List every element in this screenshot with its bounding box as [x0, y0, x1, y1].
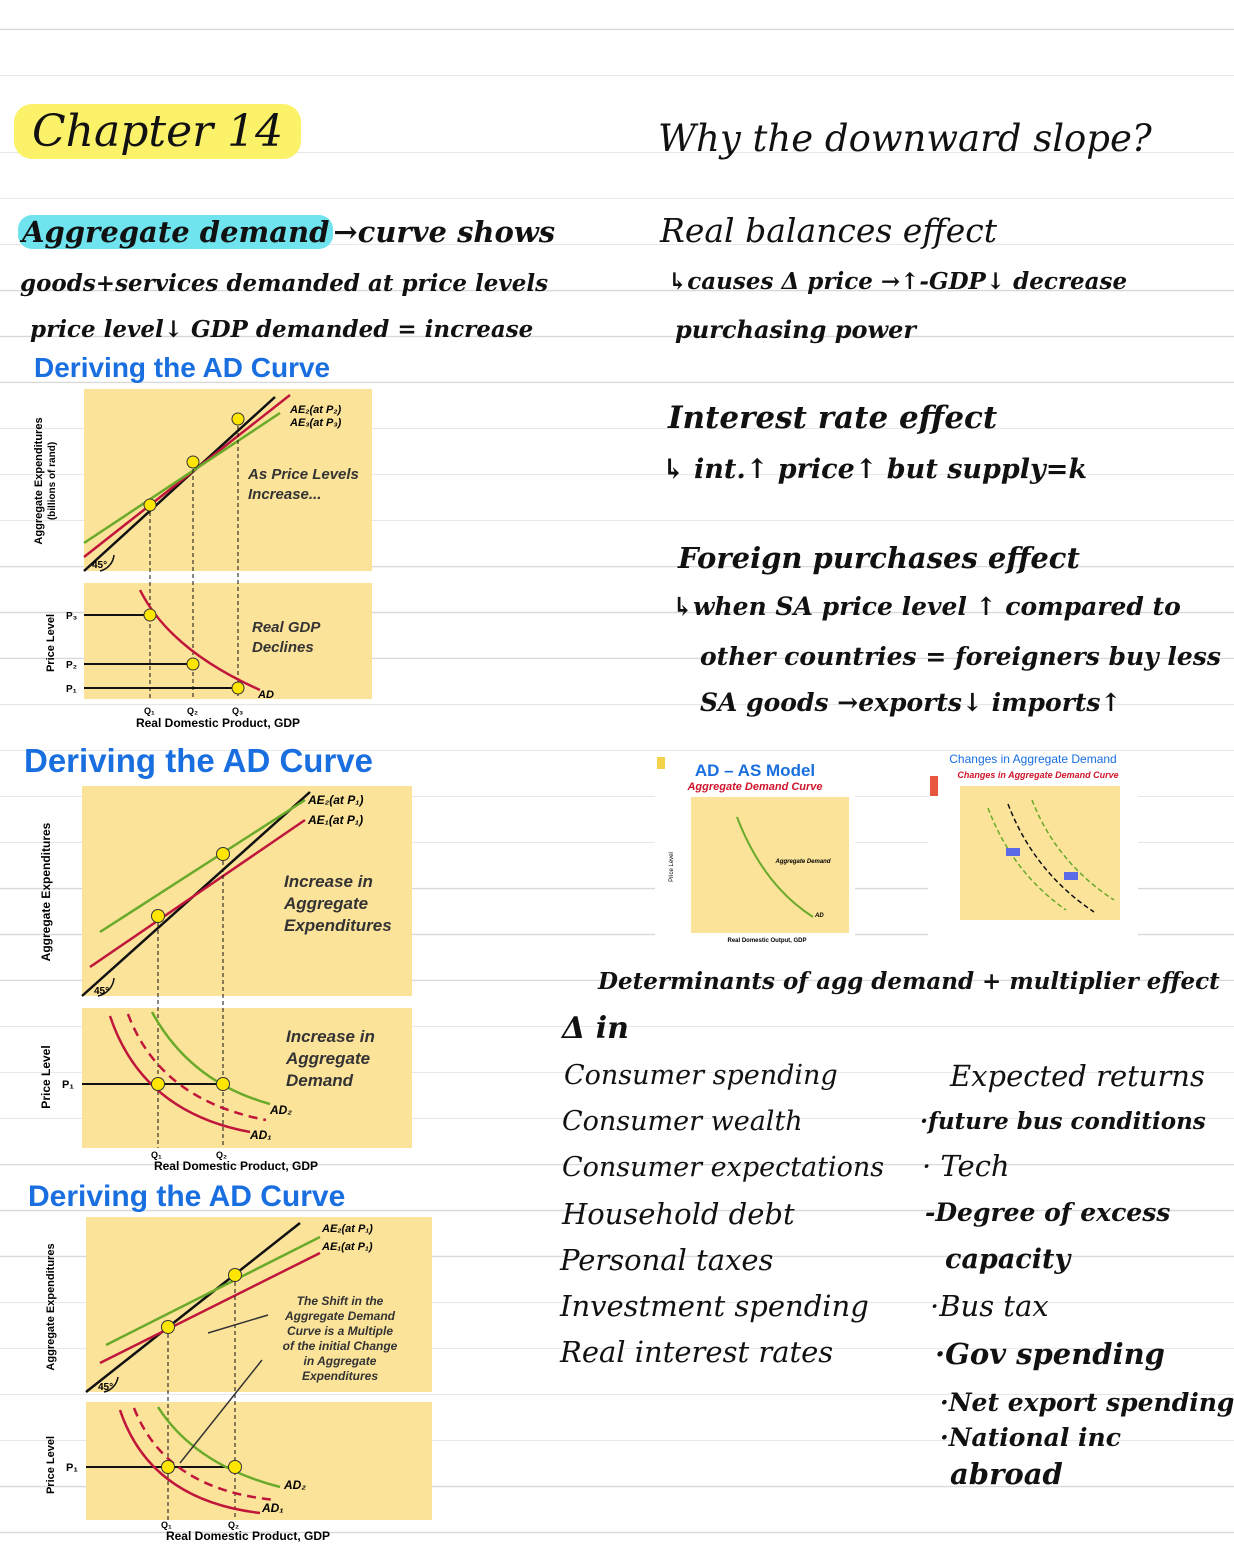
fig3-svg [30, 1215, 450, 1545]
fig2-diagram [30, 782, 430, 1177]
ad-term-highlight: Aggregate demand [18, 215, 333, 249]
thumb1-panel [691, 797, 849, 933]
downward-slope-question: Why the downward slope? [658, 117, 1152, 160]
fig1-y-label-top-sub: (billions of rand) [47, 441, 58, 521]
fig2-note-top-2: Aggregate [284, 894, 369, 913]
determinant-right-2: ·future bus conditions [920, 1108, 1206, 1135]
fig3-angle: 45° [98, 1382, 114, 1393]
fig1-y-label-top: Aggregate Expenditures [33, 417, 45, 545]
fig3-note-3: Curve is a Multiple [286, 1324, 394, 1338]
fig3-point-bottom-2 [229, 1461, 242, 1474]
determinant-left-4: Household debt [562, 1197, 795, 1231]
determinant-left-5: Personal taxes [560, 1243, 774, 1277]
fig3-title: Deriving the AD Curve [28, 1180, 346, 1213]
fig2-p1-label: P₁ [62, 1079, 74, 1091]
fig3-ad1-label: AD₁ [262, 1501, 284, 1515]
determinant-right-8: ·Net export spending [940, 1388, 1234, 1417]
fig2-note-top-3: Expenditures [284, 916, 392, 935]
determinant-right-10: abroad [950, 1457, 1063, 1491]
fig2-y-label-bottom: Price Level [39, 1045, 53, 1109]
fig2-ad1-label: AD₁ [250, 1128, 272, 1142]
thumb1-ad-label: AD [815, 913, 824, 919]
fig2-q1-label: Q₁ [151, 1150, 162, 1160]
fig1-ad-label: AD [258, 689, 274, 701]
foreign-line-1: ↳when SA price level ↑ compared to [672, 592, 1181, 621]
fig2-angle: 45° [94, 986, 110, 997]
fig3-note-2: Aggregate Demand [284, 1309, 396, 1323]
real-balances-line-1: ↳causes Δ price →↑-GDP↓ decrease [668, 268, 1128, 295]
fig2-svg [30, 782, 430, 1177]
fig3-note-1: The Shift in the [296, 1294, 384, 1308]
real-balances-heading: Real balances effect [660, 211, 997, 250]
determinant-left-7: Real interest rates [560, 1335, 834, 1369]
fig1-svg [30, 385, 390, 740]
thumb2-left-arrow [1006, 848, 1020, 856]
real-balances-line-2: purchasing power [675, 315, 917, 344]
fig1-point-top-1 [144, 499, 156, 511]
foreign-line-3: SA goods →exports↓ imports↑ [700, 688, 1122, 717]
fig1-angle: 45° [92, 560, 108, 571]
foreign-purchases-heading: Foreign purchases effect [678, 541, 1080, 575]
fig2-title: Deriving the AD Curve [24, 742, 374, 779]
fig3-q2-label: Q₂ [228, 1520, 239, 1530]
fig1-p2-label: P₂ [66, 660, 78, 671]
determinant-right-5: capacity [945, 1244, 1071, 1275]
interest-rate-heading: Interest rate effect [668, 400, 998, 436]
foreign-line-2: other countries = foreigners buy less [700, 642, 1221, 671]
fig3-note-5: in Aggregate [303, 1354, 377, 1368]
fig1-note-top-1: As Price Levels [248, 466, 359, 483]
fig1-q2-label: Q₂ [187, 706, 198, 716]
fig1-note-bottom-1: Real GDP [252, 619, 321, 636]
interest-rate-line-1: ↳ int.↑ price↑ but supply=k [662, 454, 1088, 485]
determinant-left-1: Consumer spending [564, 1060, 838, 1091]
thumb1-title: AD – AS Model [694, 761, 816, 780]
fig3-ad2-label: AD₂ [284, 1478, 306, 1492]
fig3-note-6: Expenditures [301, 1369, 379, 1383]
thumb1-svg [655, 755, 855, 945]
chapter-title: Chapter 14 [14, 110, 301, 154]
determinant-left-6: Investment spending [560, 1289, 869, 1323]
thumb2-subtitle: Changes in Aggregate Demand Curve [957, 770, 1119, 780]
fig1-point-top-2 [187, 456, 199, 468]
fig2-note-bottom-3: Demand [286, 1071, 354, 1090]
determinant-right-4: -Degree of excess [925, 1198, 1171, 1227]
fig1-x-label: Real Domestic Product, GDP [135, 716, 301, 730]
fig2-x-label: Real Domestic Product, GDP [153, 1159, 319, 1173]
fig3-p1-label: P₁ [66, 1462, 78, 1474]
ad-definition-line-1 [18, 215, 556, 249]
fig3-ae-label-1: AE₂(at P₁) [322, 1223, 373, 1235]
thumb1-y-label: Price Level [669, 852, 675, 882]
determinant-right-9: ·National inc [940, 1423, 1121, 1452]
fig2-point-bottom-2 [217, 1078, 230, 1091]
fig1-ae-label-1: AE₂(at P₂) [290, 404, 342, 416]
fig1-q1-label: Q₁ [144, 706, 155, 716]
fig1-point-bottom-1 [144, 609, 156, 621]
fig1-p3-label: P₃ [66, 611, 78, 622]
fig1-point-top-3 [232, 413, 244, 425]
fig2-note-bottom-1: Increase in [286, 1027, 375, 1046]
fig2-point-bottom-1 [152, 1078, 165, 1091]
ad-definition-line-3: price level↓ GDP demanded = increase [30, 316, 534, 343]
fig3-x-label: Real Domestic Product, GDP [165, 1529, 331, 1543]
fig2-ad2-label: AD₂ [270, 1103, 292, 1117]
determinant-right-7: ·Gov spending [935, 1337, 1165, 1371]
thumb2-title: Changes in Aggregate Demand [949, 752, 1117, 766]
determinant-left-3: Consumer expectations [562, 1152, 885, 1183]
ad-line1-rest: →curve shows [333, 215, 556, 249]
fig3-bottom-panel [86, 1402, 432, 1520]
fig2-ae-label-1: AE₂(at P₁) [308, 793, 364, 807]
fig1-p1-label: P₁ [66, 684, 77, 695]
thumb2-svg [928, 752, 1138, 944]
determinant-right-3: · Tech [922, 1149, 1010, 1183]
fig2-point-top-1 [152, 910, 165, 923]
fig2-ae-label-2: AE₁(at P₁) [308, 813, 364, 827]
thumb2-right-arrow [1064, 872, 1078, 880]
fig1-title: Deriving the AD Curve [34, 352, 331, 383]
fig3-point-top-1 [162, 1321, 175, 1334]
fig2-y-label-top: Aggregate Expenditures [39, 822, 53, 962]
ad-as-model-thumbnail [655, 755, 855, 945]
determinant-right-6: ·Bus tax [930, 1289, 1049, 1323]
fig1-q3-label: Q₃ [232, 706, 244, 716]
fig1-y-label-bottom: Price Level [45, 613, 57, 673]
determinant-right-1: Expected returns [950, 1059, 1205, 1093]
fig3-diagram [30, 1215, 450, 1545]
fig1-note-bottom-2: Declines [252, 639, 314, 656]
fig2-note-top-1: Increase in [284, 872, 373, 891]
thumb1-subtitle: Aggregate Demand Curve [687, 781, 823, 793]
fig3-point-bottom-1 [162, 1461, 175, 1474]
determinants-heading: Determinants of agg demand + multiplier effect [598, 968, 1220, 995]
fig3-y-label-bottom: Price Level [45, 1435, 57, 1495]
delta-in-label: Δ in [562, 1011, 629, 1046]
fig1-diagram [30, 385, 390, 740]
thumb2-panel [960, 786, 1120, 920]
thumb1-x-label: Real Domestic Output, GDP [727, 938, 807, 944]
fig2-note-bottom-2: Aggregate [286, 1049, 371, 1068]
fig3-q1-label: Q₁ [161, 1520, 172, 1530]
fig3-note-4: of the initial Change [282, 1339, 398, 1353]
fig2-q2-label: Q₂ [216, 1150, 227, 1160]
fig3-point-top-2 [229, 1269, 242, 1282]
fig3-y-label-top: Aggregate Expenditures [45, 1243, 57, 1371]
fig2-point-top-2 [217, 848, 230, 861]
thumb1-curve-label: Aggregate Demand [775, 859, 831, 865]
ad-definition-line-2: goods+services demanded at price levels [20, 270, 549, 297]
changes-in-ad-thumbnail [928, 752, 1138, 944]
fig1-ae-label-2: AE₃(at P₃) [290, 417, 342, 429]
fig1-point-bottom-3 [232, 682, 244, 694]
fig1-bottom-panel [84, 583, 372, 699]
fig1-point-bottom-2 [187, 658, 199, 670]
fig1-note-top-2: Increase... [248, 486, 322, 503]
determinant-left-2: Consumer wealth [562, 1106, 803, 1137]
fig3-ae-label-2: AE₁(at P₁) [322, 1241, 373, 1253]
